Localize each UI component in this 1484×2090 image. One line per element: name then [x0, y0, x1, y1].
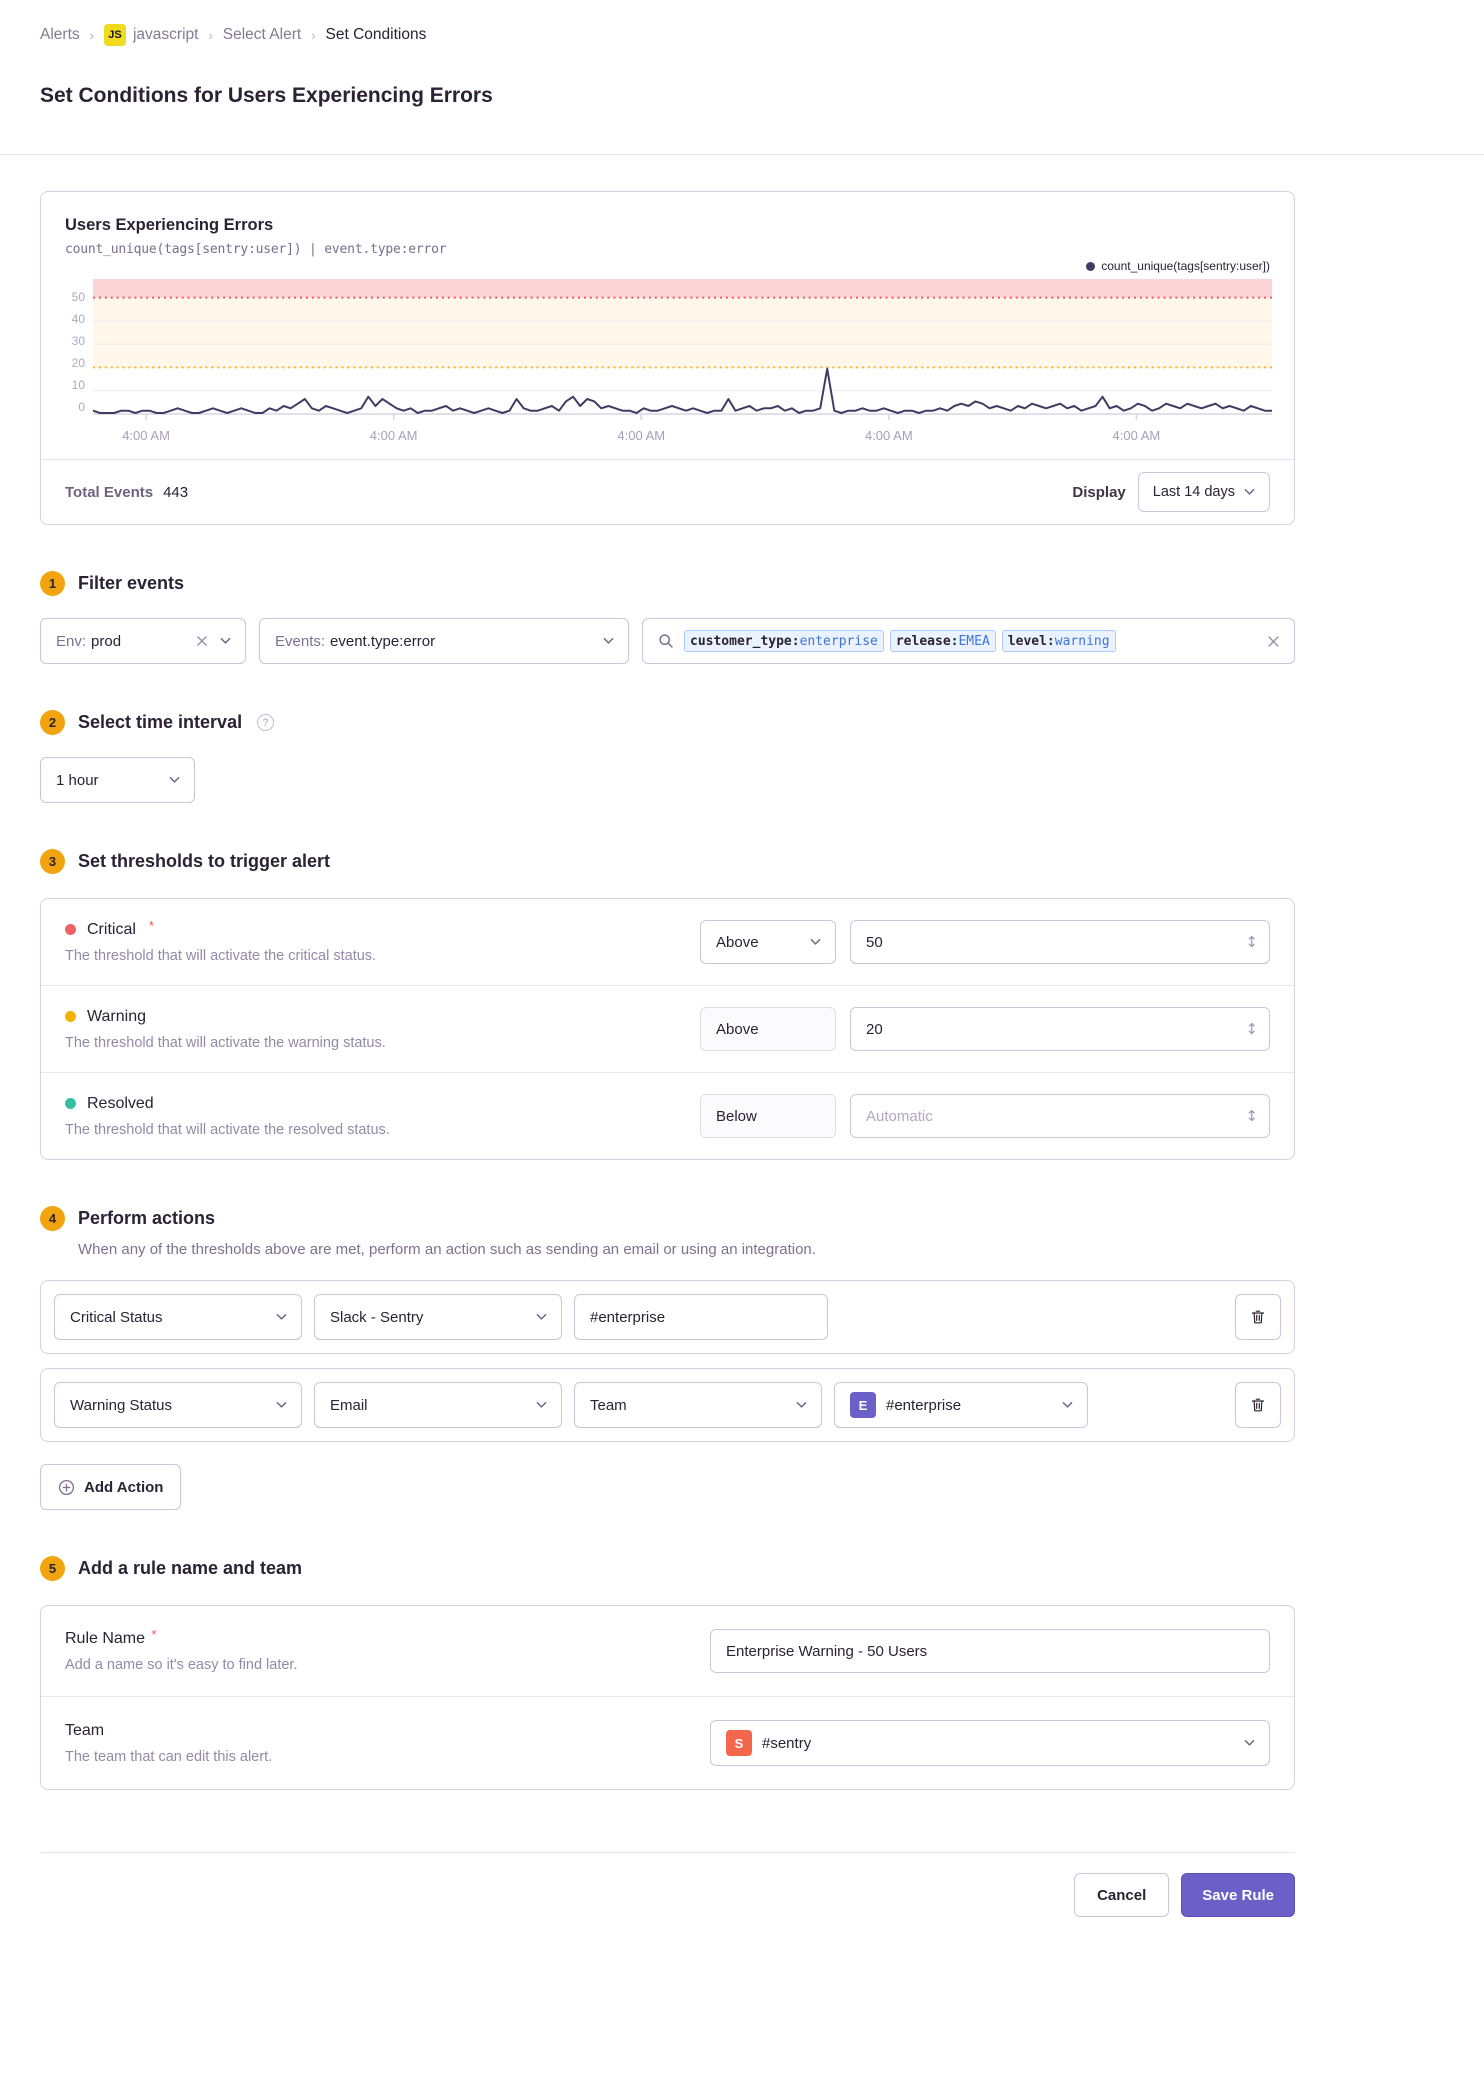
chevron-down-icon — [1244, 488, 1255, 496]
search-token[interactable] — [1002, 630, 1116, 652]
total-events-value: 443 — [163, 483, 189, 501]
rule-name-input[interactable] — [710, 1629, 1270, 1673]
time-interval-select[interactable] — [40, 757, 195, 803]
resolved-threshold-row — [41, 1072, 1294, 1159]
total-events-label: Total Events — [65, 483, 154, 501]
action-status-value: Warning Status — [70, 1396, 172, 1414]
legend-label: count_unique(tags[sentry:user]) — [1101, 259, 1270, 273]
environment-select[interactable] — [40, 618, 246, 664]
number-stepper-icon[interactable]: ↕ — [1245, 1107, 1258, 1125]
section-filter-events — [40, 571, 1295, 596]
delete-action-button[interactable] — [1235, 1382, 1281, 1428]
actions-description: When any of the thresholds above are met, perform an action such as sending an email or using an integration. — [78, 1241, 816, 1258]
token-value: warning — [1054, 633, 1110, 649]
total-events — [65, 484, 188, 501]
token-key: customer_type: — [690, 633, 800, 649]
breadcrumb-separator: › — [89, 27, 94, 43]
breadcrumb-project[interactable] — [104, 24, 198, 46]
chart-panel — [40, 191, 1295, 525]
chevron-down-icon — [276, 1313, 287, 1321]
action-target-type-select[interactable] — [574, 1382, 822, 1428]
section-perform-actions — [40, 1206, 1295, 1231]
step-number-badge: 3 — [40, 849, 65, 874]
help-icon[interactable]: ? — [257, 714, 274, 731]
trash-icon — [1250, 1309, 1266, 1325]
action-target-type-value: Team — [590, 1396, 627, 1414]
action-team-select[interactable] — [834, 1382, 1088, 1428]
threshold-name: Warning — [87, 1007, 146, 1025]
filter-search-input[interactable] — [642, 618, 1295, 664]
chart-title: Users Experiencing Errors — [65, 216, 274, 234]
action-row-warning — [40, 1368, 1295, 1442]
chevron-down-icon — [220, 637, 231, 645]
chevron-down-icon — [536, 1401, 547, 1409]
section-title: Perform actions — [78, 1208, 216, 1228]
environment-value: prod — [91, 632, 122, 650]
critical-threshold-input[interactable] — [850, 920, 1270, 964]
events-value: event.type:error — [330, 632, 436, 650]
threshold-name: Critical — [87, 920, 136, 938]
number-stepper-icon[interactable]: ↕ — [1245, 933, 1258, 951]
search-icon — [658, 633, 674, 649]
save-rule-button[interactable]: Save Rule — [1181, 1873, 1295, 1917]
team-sentry-avatar: S — [726, 1730, 752, 1756]
cancel-button[interactable]: Cancel — [1074, 1873, 1169, 1917]
chevron-down-icon — [796, 1401, 807, 1409]
rule-team-value: #sentry — [762, 1734, 812, 1752]
action-service-value: Slack - Sentry — [330, 1308, 424, 1326]
chevron-down-icon — [603, 637, 614, 645]
rule-name-description: Add a name so it's easy to find later. — [65, 1656, 298, 1673]
breadcrumb-alerts[interactable]: Alerts — [40, 26, 80, 43]
resolved-comparison-static — [700, 1094, 836, 1138]
action-status-select[interactable] — [54, 1294, 302, 1340]
warning-status-icon — [65, 1011, 76, 1022]
action-service-select[interactable] — [314, 1294, 562, 1340]
breadcrumb-separator: › — [311, 27, 316, 43]
search-token[interactable] — [890, 630, 996, 652]
section-title: Select time interval — [78, 712, 243, 732]
chart-plot-area — [71, 279, 1272, 449]
action-row-critical — [40, 1280, 1295, 1354]
step-number-badge: 5 — [40, 1556, 65, 1581]
add-action-button[interactable] — [40, 1464, 181, 1510]
warning-threshold-row — [41, 985, 1294, 1072]
step-number-badge: 2 — [40, 710, 65, 735]
trash-icon — [1250, 1397, 1266, 1413]
breadcrumb-separator: › — [208, 27, 213, 43]
team-enterprise-avatar: E — [850, 1392, 876, 1418]
plus-circle-icon — [58, 1479, 75, 1496]
resolved-status-icon — [65, 1098, 76, 1109]
rule-team-row — [41, 1696, 1294, 1789]
legend-marker-icon — [1086, 262, 1095, 271]
form-footer — [40, 1852, 1295, 1917]
warning-comparison-static — [700, 1007, 836, 1051]
comparison-value: Above — [716, 933, 759, 951]
token-value: EMEA — [958, 633, 990, 649]
rule-name-label: Rule Name — [65, 1629, 146, 1647]
comparison-value: Above — [716, 1020, 759, 1038]
x-axis-labels: 4:00 AM 4:00 AM 4:00 AM 4:00 AM 4:00 AM — [122, 428, 1161, 443]
line-chart — [93, 279, 1272, 421]
chart-legend — [41, 257, 1294, 277]
event-types-select[interactable] — [259, 618, 629, 664]
breadcrumb-set-conditions: Set Conditions — [325, 26, 427, 43]
add-action-label: Add Action — [84, 1478, 164, 1496]
clear-search-icon[interactable] — [1267, 635, 1280, 648]
action-team-value: #enterprise — [886, 1396, 962, 1414]
chevron-down-icon — [276, 1401, 287, 1409]
slack-channel-input[interactable] — [574, 1294, 828, 1340]
chevron-down-icon — [1062, 1401, 1073, 1409]
comparison-value: Below — [716, 1107, 757, 1125]
section-title: Filter events — [78, 573, 185, 593]
warning-threshold-input[interactable] — [850, 1007, 1270, 1051]
page-header — [0, 0, 1484, 155]
threshold-description: The threshold that will activate the resolved status. — [65, 1121, 390, 1138]
chevron-down-icon — [1244, 1739, 1255, 1747]
javascript-project-icon: JS — [104, 24, 126, 46]
required-asterisk: * — [151, 1626, 157, 1642]
chevron-down-icon — [810, 938, 821, 946]
display-range-dropdown[interactable] — [1138, 472, 1270, 512]
action-service-value: Email — [330, 1396, 368, 1414]
chevron-down-icon — [169, 776, 180, 784]
action-service-select[interactable] — [314, 1382, 562, 1428]
section-rule-name — [40, 1556, 1295, 1581]
search-token[interactable] — [684, 630, 884, 652]
team-label: Team — [65, 1721, 105, 1739]
rule-name-row — [41, 1606, 1294, 1696]
section-time-interval — [40, 710, 1295, 735]
threshold-description: The threshold that will activate the warning status. — [65, 1034, 386, 1051]
section-title: Add a rule name and team — [78, 1558, 303, 1578]
rule-panel — [40, 1605, 1295, 1790]
token-key: release: — [895, 633, 959, 649]
action-status-value: Critical Status — [70, 1308, 163, 1326]
critical-comparison-select[interactable] — [700, 920, 836, 964]
breadcrumb-project-label: javascript — [132, 26, 199, 43]
step-number-badge: 1 — [40, 571, 65, 596]
page-title: Set Conditions for Users Experiencing Errors — [40, 84, 493, 107]
delete-action-button[interactable] — [1235, 1294, 1281, 1340]
search-tokens — [684, 630, 1259, 652]
chevron-down-icon — [536, 1313, 547, 1321]
time-interval-value: 1 hour — [56, 771, 99, 789]
events-label: Events: — [275, 632, 326, 650]
critical-threshold-row — [41, 899, 1294, 985]
thresholds-panel — [40, 898, 1295, 1160]
breadcrumb — [40, 24, 1444, 46]
clear-environment-icon[interactable] — [196, 635, 208, 647]
threshold-description: The threshold that will activate the critical status. — [65, 947, 377, 964]
breadcrumb-select-alert[interactable]: Select Alert — [222, 26, 302, 43]
token-key: level: — [1007, 633, 1055, 649]
environment-label: Env: — [56, 632, 87, 650]
critical-status-icon — [65, 924, 76, 935]
action-status-select[interactable] — [54, 1382, 302, 1428]
rule-team-select[interactable] — [710, 1720, 1270, 1766]
chart-query: count_unique(tags[sentry:user]) | event.type:error — [65, 242, 447, 257]
section-thresholds — [40, 849, 1295, 874]
token-value: enterprise — [799, 633, 878, 649]
resolved-threshold-input[interactable] — [850, 1094, 1270, 1138]
required-asterisk: * — [148, 918, 154, 933]
number-stepper-icon[interactable]: ↕ — [1245, 1020, 1258, 1038]
display-range-value: Last 14 days — [1152, 484, 1235, 500]
y-axis-labels: 0 10 20 30 40 50 — [71, 289, 85, 415]
team-description: The team that can edit this alert. — [65, 1748, 273, 1765]
threshold-name: Resolved — [87, 1094, 154, 1112]
display-label: Display — [1072, 483, 1126, 501]
section-title: Set thresholds to trigger alert — [78, 851, 331, 871]
step-number-badge: 4 — [40, 1206, 65, 1231]
